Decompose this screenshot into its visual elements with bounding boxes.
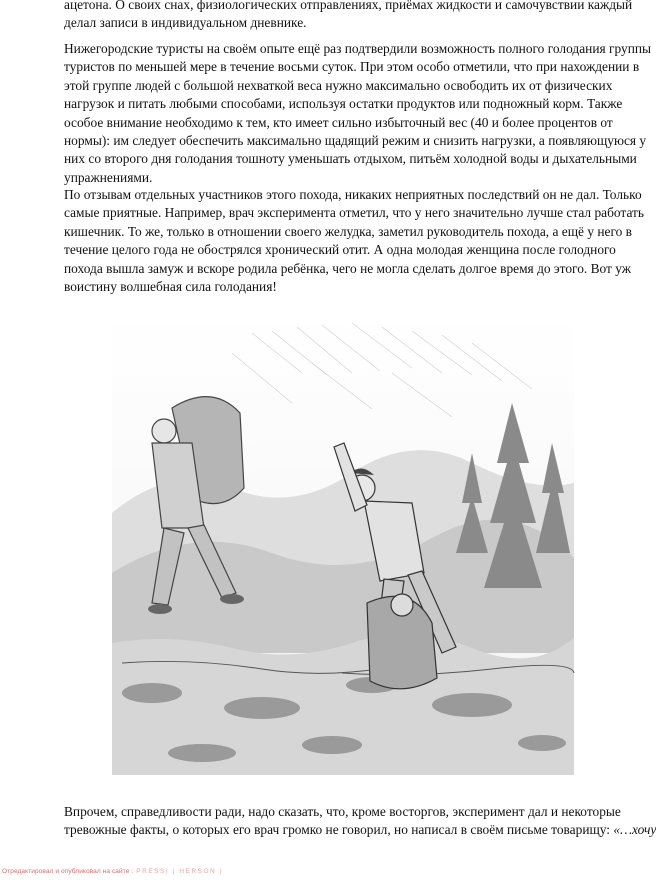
editor-credit-footer bbox=[2, 868, 223, 875]
text-line: ацетона. О своих снах, физиологических отправлениях, приёмах жидкости и самочувствии каждый bbox=[64, 0, 633, 12]
paragraph-1 bbox=[64, 0, 633, 33]
text-line: Впрочем, справедливости ради, надо сказать, что, кроме восторгов, эксперимент дал и некоторые bbox=[64, 804, 621, 819]
text-line: Нижегородские туристы на своём опыте ещё раз подтвердили возможность полного голодания группы bbox=[64, 41, 652, 56]
text-line: нагрузок и питать любыми способами, используя остатки продуктов или подножный корм. Также bbox=[64, 96, 623, 112]
text-line: упражнениями. bbox=[64, 169, 153, 185]
text-line: самые приятные. Например, врач эксперимента отметил, что у него значительно лучше стал работать bbox=[64, 205, 645, 221]
italic-quote-start: «…хочу bbox=[613, 822, 656, 838]
text-line: особое внимание необходимо к тем, кто имеет сильно избыточный вес (40 и более процентов от bbox=[64, 114, 613, 130]
text-line: туристов по меньшей мере в течение восьми суток. При этом особо отметили, что при нахождении в bbox=[64, 59, 640, 75]
footer-label: Отредактировал и опубликовал на сайте : bbox=[2, 868, 134, 875]
paragraph-2 bbox=[64, 40, 652, 187]
text-line: них со второго дня голодания тошноту уменьшать отдыхом, питьём холодной воды и дыхательными bbox=[64, 151, 637, 167]
text-line: похода вышла замуж и вскоре родила ребёнка, чего не могла сделать долгое время до этого. Вот уж bbox=[64, 260, 632, 276]
text-line bbox=[64, 821, 656, 839]
footer-site-link[interactable]: PRESSI ( HERSON ) bbox=[136, 868, 224, 875]
paragraph-4 bbox=[64, 803, 656, 840]
text-span: тревожные факты, о которых его врач громко не говорил, но написал в своём письме товарищу: bbox=[64, 822, 614, 838]
text-line: нормы): им следует обеспечить максимально щадящий режим и снизить нагрузки, а появляющуюся у bbox=[64, 133, 647, 149]
text-line: воистину волшебная сила голодания! bbox=[64, 279, 277, 295]
text-line: кишечник. То же, только в отношении своего желудка, заметил руководитель похода, а ещё у него в bbox=[64, 223, 632, 239]
text-line: делал записи в индивидуальном дневнике. bbox=[64, 15, 307, 31]
text-line: По отзывам отдельных участников этого похода, никаких неприятных последствий он не дал. Только bbox=[64, 187, 642, 202]
text-line: этой группе людей с большой нехваткой веса нужно максимально освободить их от физических bbox=[64, 77, 613, 93]
hiking-illustration bbox=[112, 313, 574, 775]
text-line: течение целого года не обострялся хронический отит. А одна молодая женщина после голодного bbox=[64, 242, 616, 258]
paragraph-3 bbox=[64, 186, 645, 296]
